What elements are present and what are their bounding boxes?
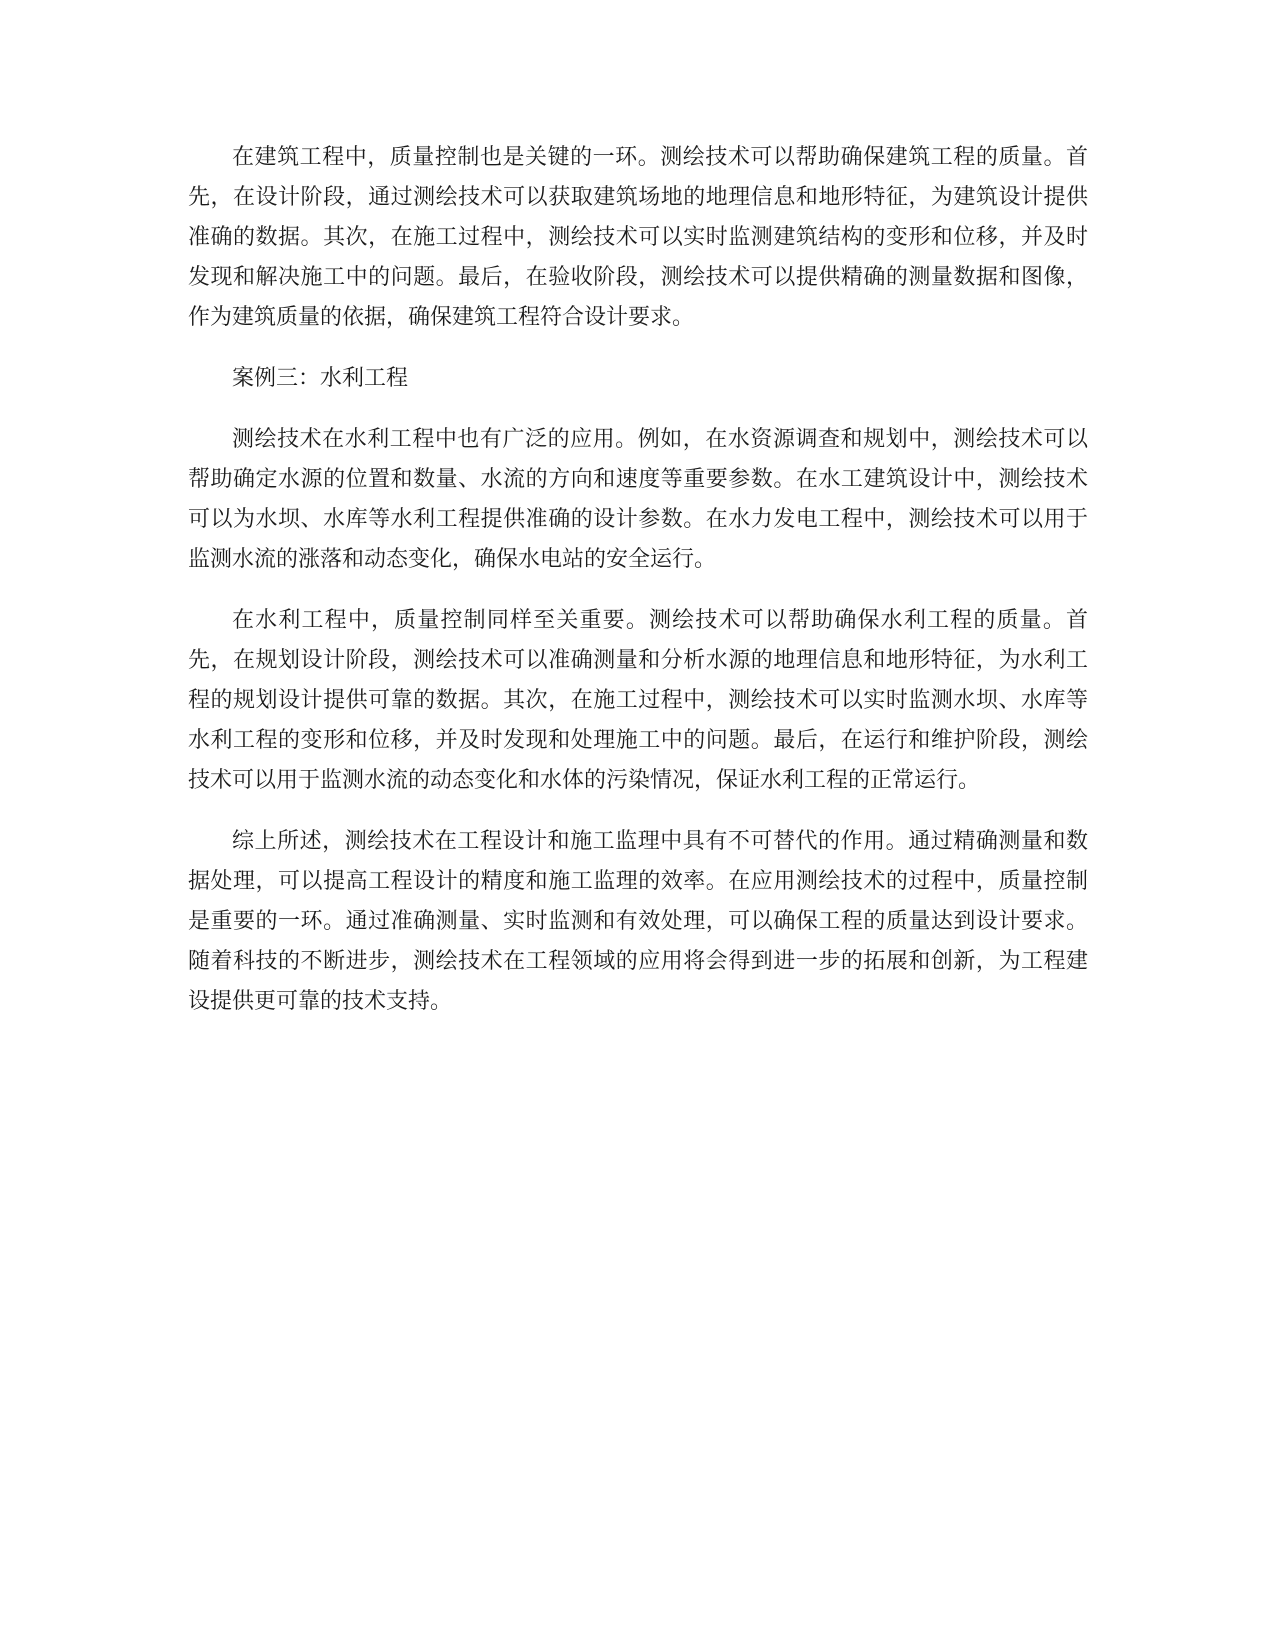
paragraph-water-conservancy-quality-control: 在水利工程中，质量控制同样至关重要。测绘技术可以帮助确保水利工程的质量。首先，在规划设计阶段，测绘技术可以准确测量和分析水源的地理信息和地形特征，为水利工程的规划设计提供可靠的数据。其次，在施工过程中，测绘技术可以实时监测水坝、水库等水利工程的变形和位移，并及时发现和处理施工中的问题。最后，在运行和维护阶段，测绘技术可以用于监测水流的动态变化和水体的污染情况，保证水利工程的正常运行。: [188, 608, 1088, 793]
section-heading-case-three: 案例三：水利工程: [232, 366, 409, 391]
paragraph-building-quality-control: 在建筑工程中，质量控制也是关键的一环。测绘技术可以帮助确保建筑工程的质量。首先，在设计阶段，通过测绘技术可以获取建筑场地的地理信息和地形特征，为建筑设计提供准确的数据。其次，在施工过程中，测绘技术可以实时监测建筑结构的变形和位移，并及时发现和解决施工中的问题。最后，在验收阶段，测绘技术可以提供精确的测量数据和图像，作为建筑质量的依据，确保建筑工程符合设计要求。: [188, 145, 1088, 330]
document-page: [188, 138, 1088, 1043]
paragraph-water-conservancy-applications: 测绘技术在水利工程中也有广泛的应用。例如，在水资源调查和规划中，测绘技术可以帮助确定水源的位置和数量、水流的方向和速度等重要参数。在水工建筑设计中，测绘技术可以为水坝、水库等水利工程提供准确的设计参数。在水力发电工程中，测绘技术可以用于监测水流的涨落和动态变化，确保水电站的安全运行。: [188, 427, 1088, 572]
paragraph-conclusion: 综上所述，测绘技术在工程设计和施工监理中具有不可替代的作用。通过精确测量和数据处理，可以提高工程设计的精度和施工监理的效率。在应用测绘技术的过程中，质量控制是重要的一环。通过准确测量、实时监测和有效处理，可以确保工程的质量达到设计要求。随着科技的不断进步，测绘技术在工程领域的应用将会得到进一步的拓展和创新，为工程建设提供更可靠的技术支持。: [188, 829, 1088, 1014]
